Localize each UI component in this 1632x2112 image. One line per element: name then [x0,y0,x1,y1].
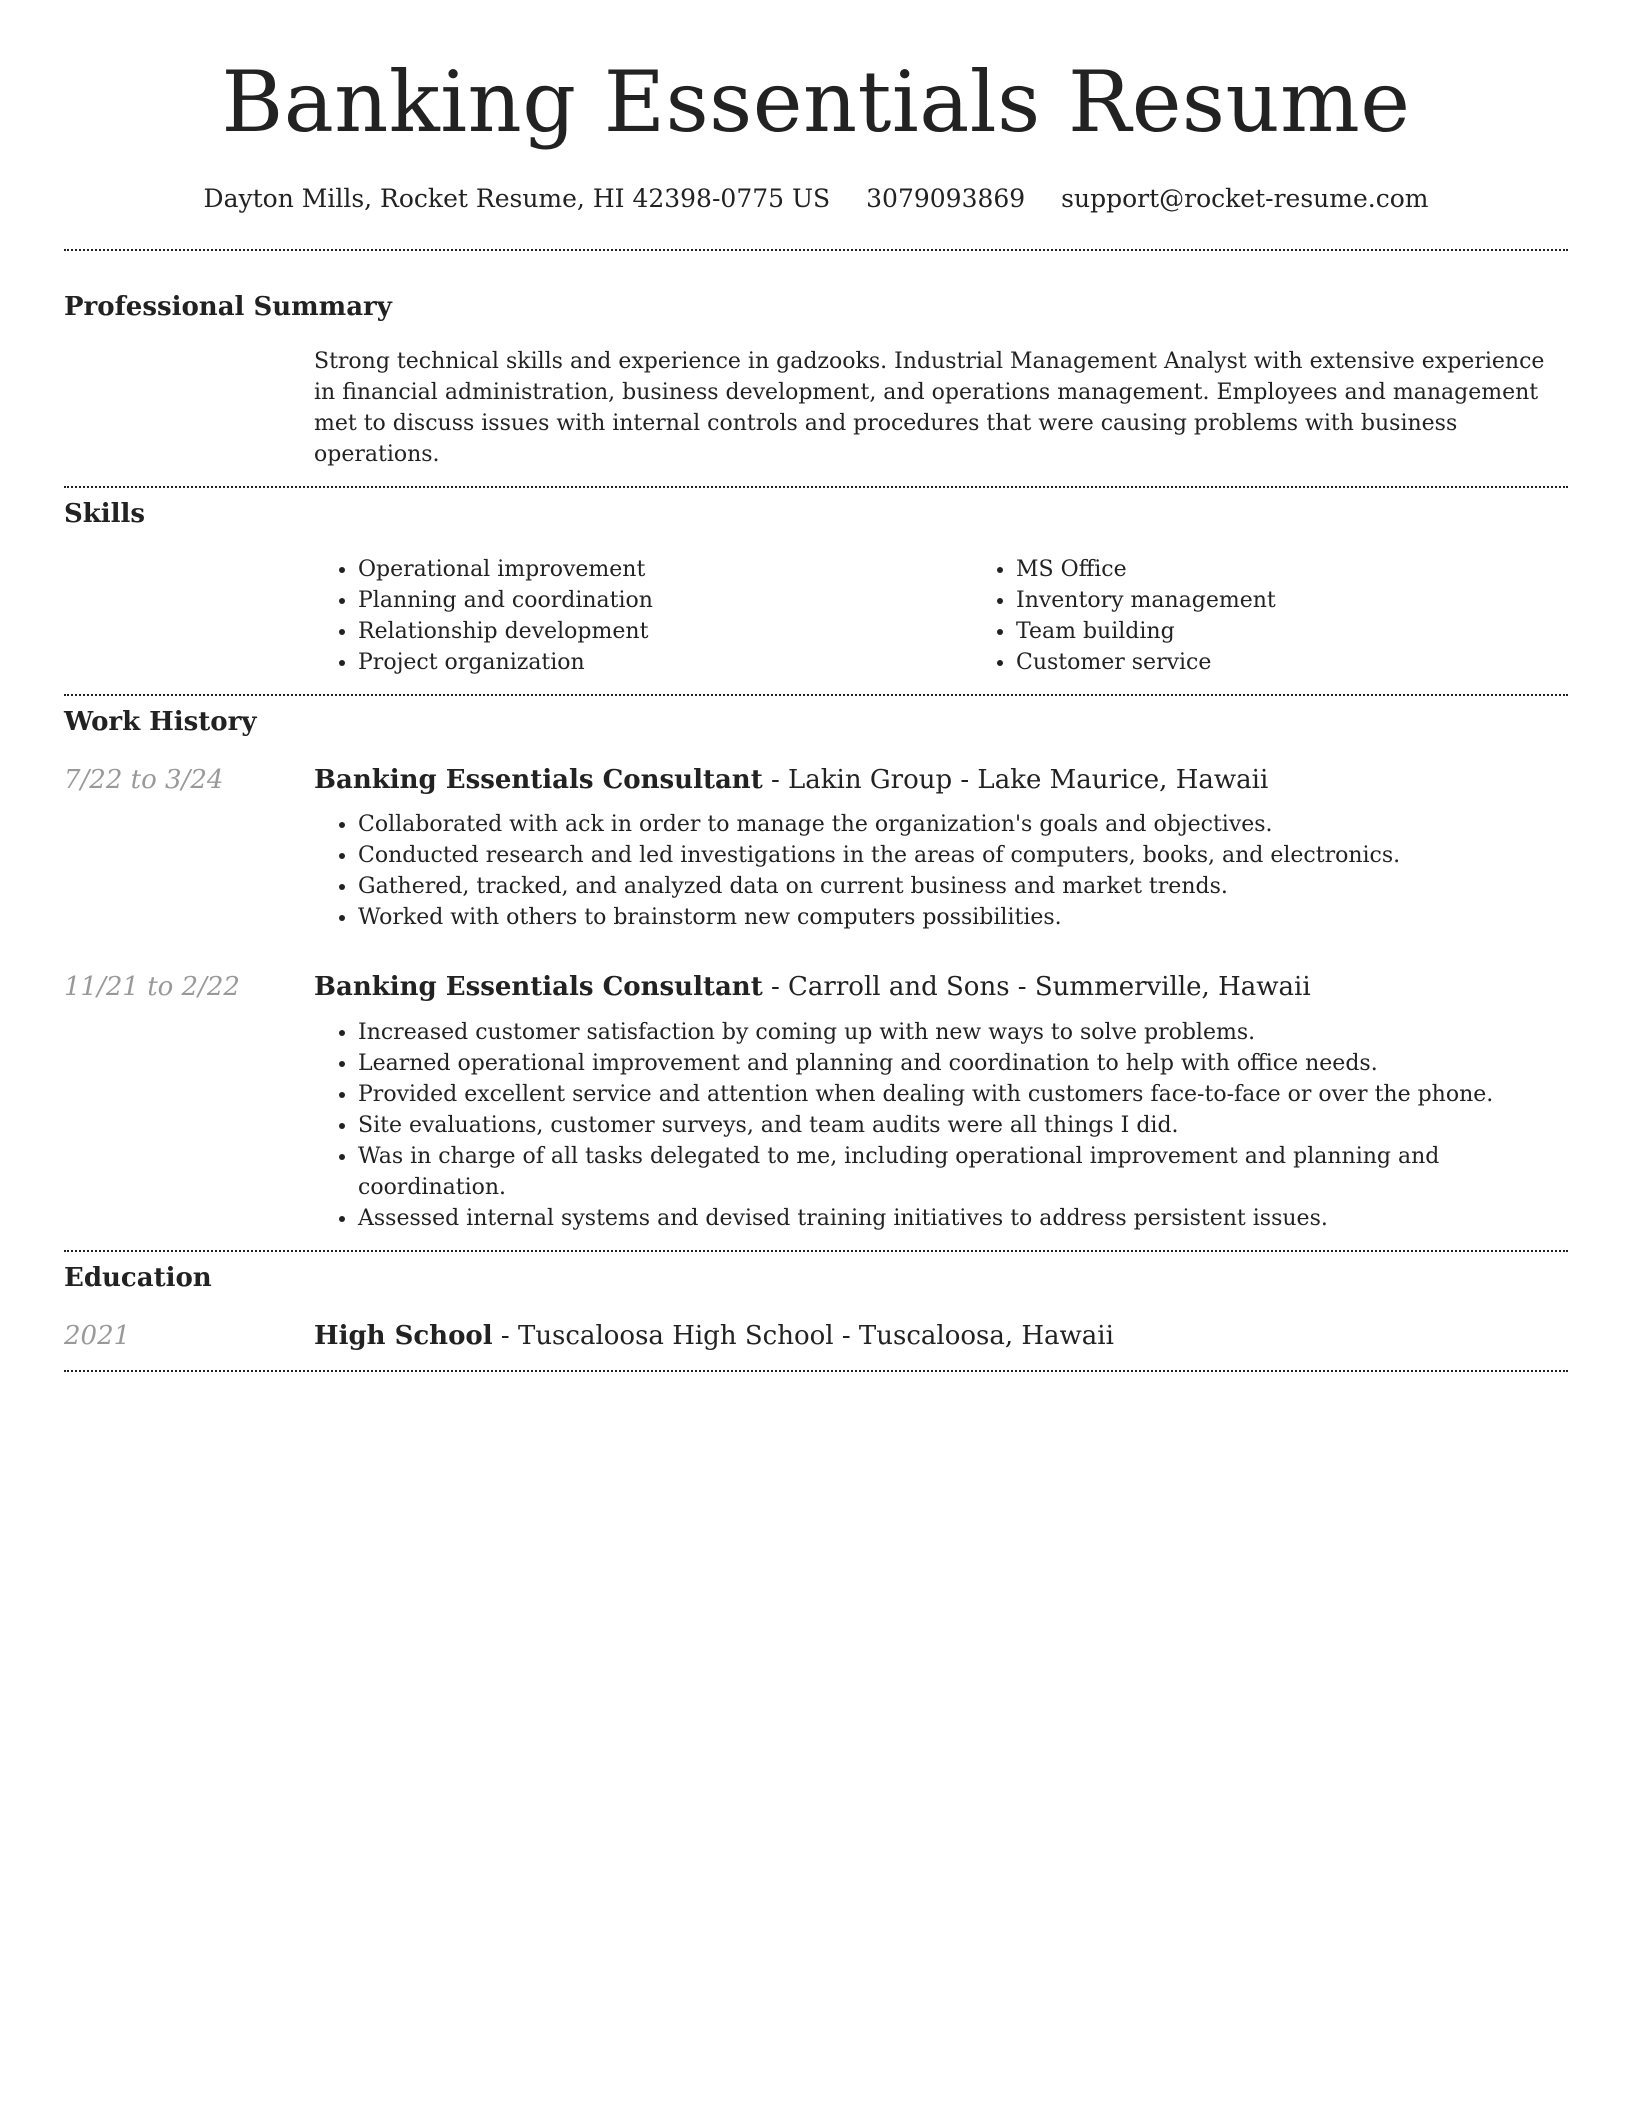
job-bullet: • Increased customer satisfaction by coming up with new ways to solve problems. [358,1017,1568,1048]
contact-address: Dayton Mills, Rocket Resume, HI 42398-0775 US [203,183,831,213]
skill-item: • Planning and coordination [358,585,972,616]
education-entry [64,1320,1568,1354]
skills-heading: Skills [64,499,146,530]
job-role: Banking Essentials Consultant [314,972,763,1003]
contact-line [64,183,1568,216]
skill-item: • MS Office [1016,554,1630,585]
contact-email: support@rocket-resume.com [1061,183,1429,213]
work-heading: Work History [64,706,257,737]
education-heading: Education [64,1263,212,1294]
summary-heading: Professional Summary [64,292,392,323]
job-entry [64,764,1568,934]
skills-columns [314,554,1630,678]
job-heading [314,764,1568,798]
job-bullets [314,809,1568,933]
job-bullets [314,1017,1568,1234]
job-bullet: • Learned operational improvement and planning and coordination to help with office needs. [358,1048,1568,1079]
skills-list-left [314,554,972,678]
job-bullet: • Collaborated with ack in order to manage the organization's goals and objectives. [358,809,1568,840]
job-bullet: • Site evaluations, customer surveys, and team audits were all things I did. [358,1110,1568,1141]
job-bullet: • Gathered, tracked, and analyzed data on current business and market trends. [358,871,1568,902]
job-heading [314,971,1568,1005]
skill-item: • Customer service [1016,647,1630,678]
job-dates: 11/21 to 2/22 [64,972,240,1003]
job-bullet: • Worked with others to brainstorm new computers possibilities. [358,902,1568,933]
work-section [64,696,1568,1250]
summary-section [64,251,1568,486]
job-bullet: • Provided excellent service and attention when dealing with customers face-to-face or over the phone. [358,1079,1568,1110]
job-entry [64,971,1568,1234]
job-dates: 7/22 to 3/24 [64,764,224,795]
education-details: - Tuscaloosa High School - Tuscaloosa, Hawaii [492,1321,1114,1352]
job-bullet: • Conducted research and led investigations in the areas of computers, books, and electronics. [358,840,1568,871]
skills-left-spacer [64,554,314,678]
resume-title: Banking Essentials Resume [221,53,1411,151]
education-section [64,1252,1568,1370]
education-heading-line [314,1320,1568,1354]
education-date: 2021 [64,1321,131,1352]
job-bullet: • Assessed internal systems and devised training initiatives to address persistent issues. [358,1203,1568,1234]
job-role: Banking Essentials Consultant [314,764,763,795]
contact-phone: 3079093869 [866,183,1026,213]
skill-item: • Project organization [358,647,972,678]
skill-item: • Relationship development [358,616,972,647]
education-divider [64,1370,1568,1372]
job-details: - Carroll and Sons - Summerville, Hawaii [762,972,1311,1003]
skill-item: • Team building [1016,616,1630,647]
job-bullet: • Was in charge of all tasks delegated to me, including operational improvement and planning and coordination. [358,1141,1568,1203]
skill-item: • Inventory management [1016,585,1630,616]
job-details: - Lakin Group - Lake Maurice, Hawaii [762,764,1269,795]
summary-text: Strong technical skills and experience in gadzooks. Industrial Management Analyst with extensive experience in financial administration, business development, and operations management. Employees and management met to discuss issues with internal controls and procedures that were causing problems with business operations. [314,349,1545,468]
summary-left-spacer [64,346,314,470]
skills-section [64,488,1568,694]
education-degree: High School [314,1321,493,1352]
skill-item: • Operational improvement [358,554,972,585]
skills-list-right [972,554,1630,678]
